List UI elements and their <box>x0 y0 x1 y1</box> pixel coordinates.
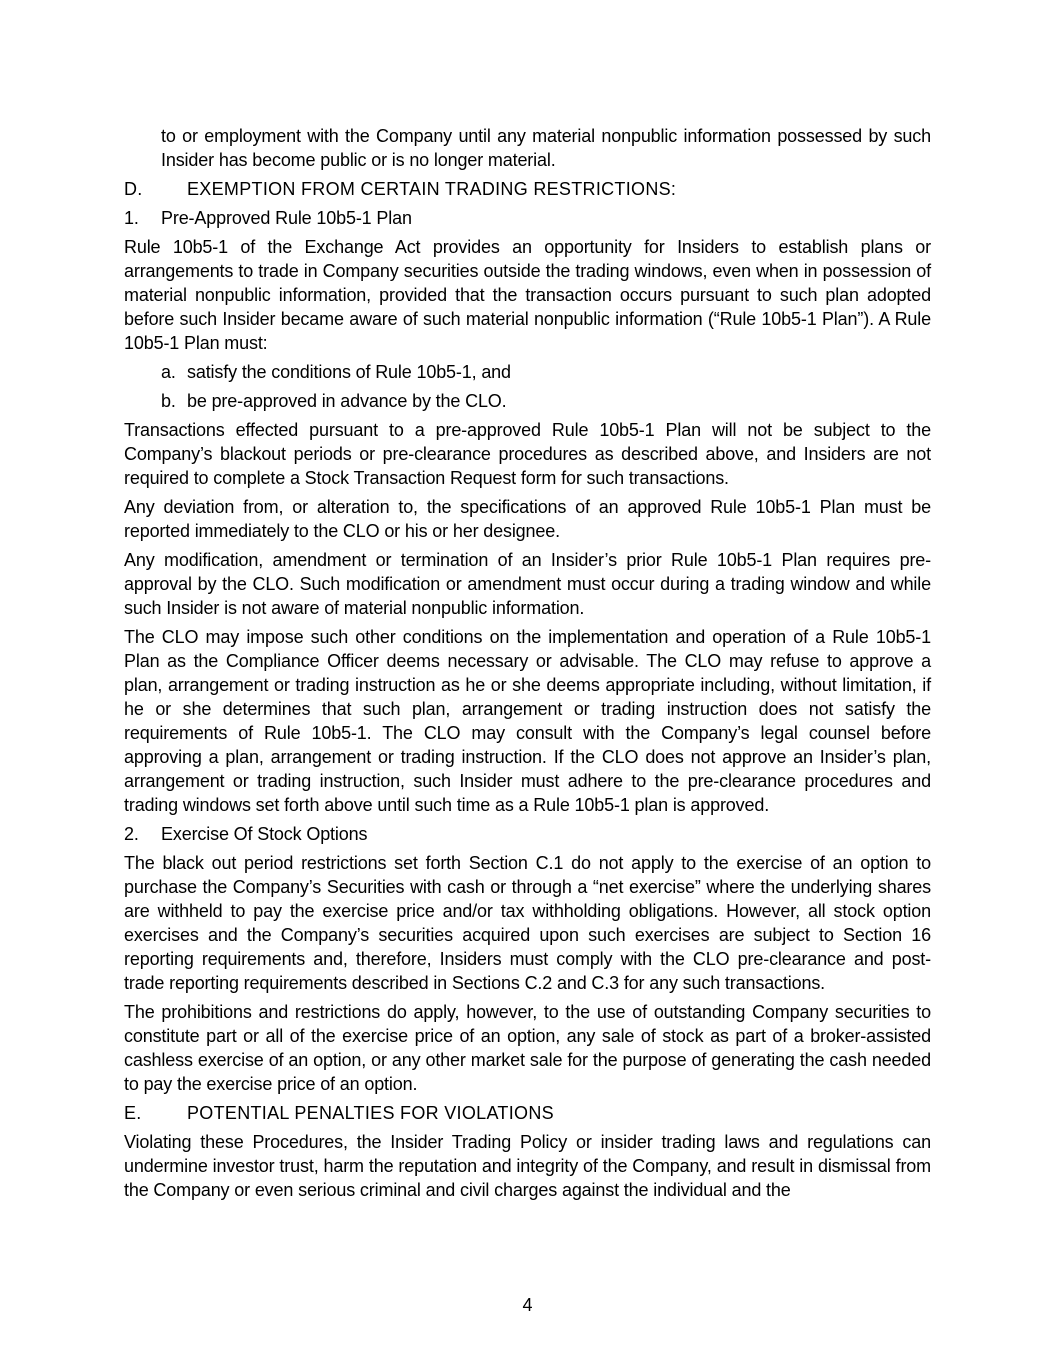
section-number: D. <box>124 179 143 199</box>
list-item-text: be pre-approved in advance by the CLO. <box>187 391 507 411</box>
section-heading-e <box>124 1101 931 1125</box>
subsection-heading-1 <box>124 206 931 230</box>
list-marker: a. <box>161 362 176 382</box>
document-page <box>124 124 931 1207</box>
list-marker: b. <box>161 391 176 411</box>
deviation-paragraph: Any deviation from, or alteration to, the specifications of an approved Rule 10b5-1 Plan must be reported immediately to the CLO or his or her designee. <box>124 497 931 541</box>
plan-requirements-list <box>124 360 931 413</box>
prohibitions-paragraph: The prohibitions and restrictions do apply, however, to the use of outstanding Company securities to constitute part or all of the exercise price of an option, any sale of stock as part of a broker-assisted cashless exercise of an option, or any other market sale for the purpose of generating the cash needed to pay the exercise price of an option. <box>124 1002 931 1094</box>
section-number: E. <box>124 1103 142 1123</box>
continuation-paragraph: to or employment with the Company until any material nonpublic information possessed by such Insider has become public or is no longer material. <box>161 126 931 170</box>
list-item <box>161 360 931 384</box>
page-number: 4 <box>522 1295 533 1315</box>
subsection-number: 2. <box>124 824 139 844</box>
subsection-title: Exercise Of Stock Options <box>161 824 368 844</box>
list-item <box>161 389 931 413</box>
penalties-paragraph: Violating these Procedures, the Insider Trading Policy or insider trading laws and regulations can undermine investor trust, harm the reputation and integrity of the Company, and result in dismissal from the Company or even serious criminal and civil charges against the individual and the <box>124 1132 931 1200</box>
subsection-number: 1. <box>124 208 139 228</box>
rule-10b5-1-intro-paragraph: Rule 10b5-1 of the Exchange Act provides an opportunity for Insiders to establish plans or arrangements to trade in Company securities outside the trading windows, even when in possession of material nonpublic information, provided that the transaction occurs pursuant to such plan adopted before such Insider became aware of such material nonpublic information (“Rule 10b5-1 Plan”). A Rule 10b5-1 Plan must: <box>124 237 931 353</box>
transactions-paragraph: Transactions effected pursuant to a pre-approved Rule 10b5-1 Plan will not be subject to the Company’s blackout periods or pre-clearance procedures as described above, and Insiders are not required to complete a Stock Transaction Request form for such transactions. <box>124 420 931 488</box>
blackout-exercise-paragraph: The black out period restrictions set forth Section C.1 do not apply to the exercise of an option to purchase the Company’s Securities with cash or through a “net exercise” where the underlying shares are withheld to pay the exercise price and/or tax withholding obligations. However, all stock option exercises and the Company’s securities acquired upon such exercises are subject to Section 16 reporting requirements and, therefore, Insiders must comply with the CLO pre-clearance and post-trade reporting requirements described in Sections C.2 and C.3 for any such transactions. <box>124 853 931 993</box>
section-heading-d <box>124 177 931 201</box>
modification-paragraph: Any modification, amendment or termination of an Insider’s prior Rule 10b5-1 Plan requires pre-approval by the CLO. Such modification or amendment must occur during a trading window and while such Insider is not aware of material nonpublic information. <box>124 550 931 618</box>
subsection-title: Pre-Approved Rule 10b5-1 Plan <box>161 208 412 228</box>
clo-conditions-paragraph: The CLO may impose such other conditions on the implementation and operation of a Rule 10b5-1 Plan as the Compliance Officer deems necessary or advisable. The CLO may refuse to approve a plan, arrangement or trading instruction as he or she deems appropriate including, without limitation, if he or she determines that such plan, arrangement or trading instruction does not satisfy the requirements of Rule 10b5-1. The CLO may consult with the Company’s legal counsel before approving a plan, arrangement or trading instruction. If the CLO does not approve an Insider’s plan, arrangement or trading instruction, such Insider must adhere to the pre-clearance procedures and trading windows set forth above until such time as a Rule 10b5-1 plan is approved. <box>124 627 931 815</box>
section-title: POTENTIAL PENALTIES FOR VIOLATIONS <box>187 1103 554 1123</box>
subsection-heading-2 <box>124 822 931 846</box>
list-item-text: satisfy the conditions of Rule 10b5-1, and <box>187 362 511 382</box>
section-title: EXEMPTION FROM CERTAIN TRADING RESTRICTIONS: <box>187 179 677 199</box>
